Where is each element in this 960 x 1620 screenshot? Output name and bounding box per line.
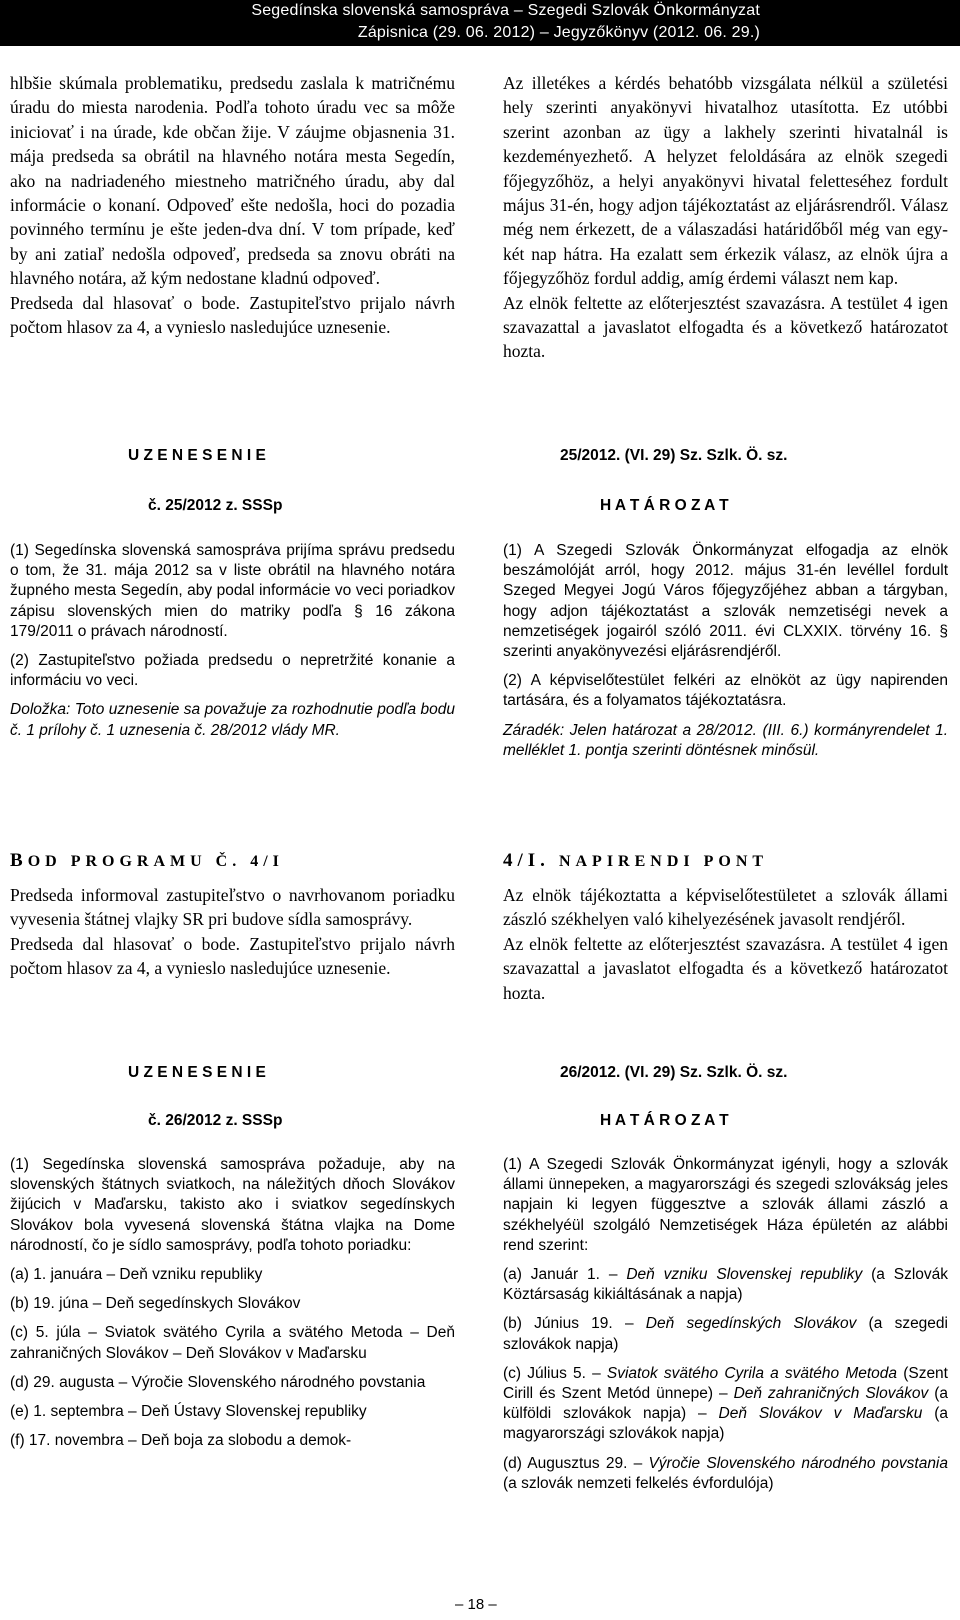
sk-intro-text: hlbšie skúmala problematiku, predsedu zaslala k matričnému úradu do miesta narodenia. Podľa tohoto úradu vec sa môže iniciovať i na úrade, kde občan žije. V záujme objasnenia 31. mája predseda sa obrátil na hlavného notára mesta Segedín, ako na nadriadeného miestneho matričného úradu, aby dal informácie o konaní. Odpoveď ešte nedošla, hoci do pozadia povinného termínu je ešte jeden-dva dní. V tom prípade, keď by ani zatiaľ nedošla odpoveď, predseda sa znovu obráti na hlavného notára, až kým nedostane kladnú odpoveď. <box>10 73 455 289</box>
sk-res26-f: (f) 17. novembra – Deň boja za slobodu a demok- <box>10 1432 352 1450</box>
sk-res26-a: (a) 1. januára – Deň vzniku republiky <box>10 1266 263 1284</box>
hu-resolution-number-26: 26/2012. (VI. 29) Sz. Szlk. Ö. sz. <box>560 1064 788 1081</box>
hu-intro-text: Az illetékes a kérdés behatóbb vizsgálata nélkül a születési hely szerinti anyakönyvi hivatalhoz utasította. Ez utóbbi szerint azonban az ügy a lakhely szerinti hivatalnál is kezdeményezhető. A helyzet feloldására az elnök szegedi főjegyzőhöz, a helyi anyakönyvi hivatal feletteséhez fordult május 31-én, hogy adjon tájékoztatást az eljárásrendről. Válasz még nem érkezett, de a válaszadási határidőből még van egy-két nap hátra. Ha ezalatt sem érkezik válasz, az elnök újra a főjegyzőhöz fordul addig, amíg érdemi választ nem kap. <box>503 73 948 289</box>
sk-res26-d: (d) 29. augusta – Výročie Slovenského národného povstania <box>10 1373 426 1391</box>
sk-agenda-body <box>10 883 455 981</box>
hu-res26-b: (b) Június 19. – Deň segedínských Slovákov (a szegedi szlovákok napja) <box>503 1315 948 1353</box>
hu-res25-p2: (2) A képviselőtestület felkéri az elnököt az ügy napirenden tartására, és a folyamatos tájékoztatásra. <box>503 672 948 710</box>
sk-agenda-vote: Predseda dal hlasovať o bode. Zastupiteľstvo prijalo návrh počtom hlasov za 4, a vynieslo nasledujúce uznesenie. <box>10 933 455 979</box>
hu-res25-p1: (1) A Szegedi Szlovák Önkormányzat elfogadja az elnök beszámolóját arról, hogy 2012. május 31-én levéllel fordult Szeged Megyei Jogú Város főjegyzőjéhez abban a tárgyban, hogy adjon tájékoztatást a szlovák nemzetiségi nevek a nemzetiségek jogairól szóló 2011. évi CLXXIX. törvény 16. § szerinti anyakönyvezési eljárásrendjéről. <box>503 542 948 661</box>
sk-agenda-title: BOD PROGRAMU Č. 4/I <box>10 850 284 871</box>
hu-res26-c: (c) Július 5. – Sviatok svätého Cyrila a svätého Metoda (Szent Cirill és Szent Metód ünnepe) – Deň zahraničných Slovákov (a külföldi szlovákok napja) – Deň Slovákov v Maďarsku (a magyarországi szlovákok napja) <box>503 1364 948 1443</box>
sk-resolution-number-26: č. 26/2012 z. SSSp <box>148 1112 283 1129</box>
sk-resolution-heading-26: U Z E N E S E N I E <box>128 1064 266 1081</box>
page-header <box>0 0 960 46</box>
header-subtitle: Zápisnica (29. 06. 2012) – Jegyzőkönyv (2012. 06. 29.) <box>357 24 760 41</box>
sk-intro-vote: Predseda dal hlasovať o bode. Zastupiteľstvo prijalo návrh počtom hlasov za 4, a vynieslo nasledujúce uznesenie. <box>10 292 455 338</box>
hu-agenda-vote: Az elnök feltette az előterjesztést szavazásra. A testület 4 igen szavazattal a javaslatot elfogadta és a következő határozatot hozta. <box>503 933 948 1003</box>
sk-res26-b: (b) 19. júna – Deň segedínskych Slovákov <box>10 1295 301 1313</box>
page-number: – 18 – <box>455 1596 497 1613</box>
hu-resolution-body-26 <box>503 1155 948 1503</box>
hu-res26-d: (d) Augusztus 29. – Výročie Slovenského národného povstania (a szlovák nemzeti felkelés évfordulója) <box>503 1454 949 1492</box>
hu-agenda-text: Az elnök tájékoztatta a képviselőtestületet a szlovák állami zászló székhelyen való kihelyezésének javasolt rendjéről. <box>503 885 948 930</box>
sk-res25-note: Doložka: Toto uznesenie sa považuje za rozhodnutie podľa bodu č. 1 prílohy č. 1 uznesenia č. 28/2012 vlády MR. <box>10 701 455 739</box>
hu-res25-note: Záradék: Jelen határozat a 28/2012. (III. 6.) kormányrendelet 1. melléklet 1. pontja szerinti döntésnek minősül. <box>503 721 948 759</box>
sk-intro <box>10 71 455 339</box>
hu-resolution-body-25 <box>503 541 948 770</box>
hu-resolution-heading-25: H A T Á R O Z A T <box>600 497 729 514</box>
hu-res26-a: (a) Január 1. – Deň vzniku Slovenskej republiky (a Szlovák Köztársaság kikiáltásának a napja) <box>503 1266 948 1304</box>
hu-intro <box>503 71 948 364</box>
sk-res26-e: (e) 1. septembra – Deň Ústavy Slovenskej republiky <box>10 1403 367 1421</box>
sk-res26-c: (c) 5. júla – Sviatok svätého Cyrila a svätého Metoda – Deň zahraničných Slovákov – Deň Slovákov v Maďarsku <box>10 1324 455 1362</box>
hu-resolution-number-25: 25/2012. (VI. 29) Sz. Szlk. Ö. sz. <box>560 447 788 464</box>
header-title: Segedínska slovenská samospráva – Szegedi Szlovák Önkormányzat <box>251 2 760 19</box>
hu-agenda-title: 4/I. NAPIRENDI PONT <box>503 850 769 871</box>
sk-res25-p2: (2) Zastupiteľstvo požiada predsedu o nepretržité konanie a informáciu vo veci. <box>10 652 455 690</box>
sk-resolution-number-25: č. 25/2012 z. SSSp <box>148 497 283 514</box>
sk-res25-p1: (1) Segedínska slovenská samospráva prijíma správu predsedu o tom, že 31. mája 2012 sa v liste obrátil na hlavného notára župného mesta Segedín, aby podal informácie vo veci poriadkov zápisu slovenských mien do matriky podľa § 16 zákona 179/2011 o právach národností. <box>10 542 455 640</box>
sk-resolution-heading-25: U Z E N E S E N I E <box>128 447 266 464</box>
sk-resolution-body-26 <box>10 1155 455 1460</box>
hu-res26-p1: (1) A Szegedi Szlovák Önkormányzat igényli, hogy a szlovák állami ünnepeken, a magyarországi és szegedi szlovákság jeles napjain ki legyen függesztve a szlovák állami zászló a székhelyéül szolgáló Nemzetiségek Háza épületén az alábbi rend szerint: <box>503 1156 948 1254</box>
sk-resolution-body-25 <box>10 541 455 750</box>
sk-agenda-text: Predseda informoval zastupiteľstvo o navrhovanom poriadku vyvesenia štátnej vlajky SR pri budove sídla samosprávy. <box>10 885 455 930</box>
sk-res26-p1: (1) Segedínska slovenská samospráva požaduje, aby na slovenských štátnych sviatkoch, na náležitých dňoch Slovákov žijúcich v Maďarsku, takisto ako i sviatkov segedínskych Slovákov bola vyvesená slovenská štátna vlajka na Dome národností, čo je sídlo samosprávy, podľa tohoto poriadku: <box>10 1156 455 1254</box>
hu-resolution-heading-26: H A T Á R O Z A T <box>600 1112 729 1129</box>
hu-agenda-body <box>503 883 948 1005</box>
hu-intro-vote: Az elnök feltette az előterjesztést szavazásra. A testület 4 igen szavazattal a javaslatot elfogadta és a következő határozatot hozta. <box>503 292 948 362</box>
